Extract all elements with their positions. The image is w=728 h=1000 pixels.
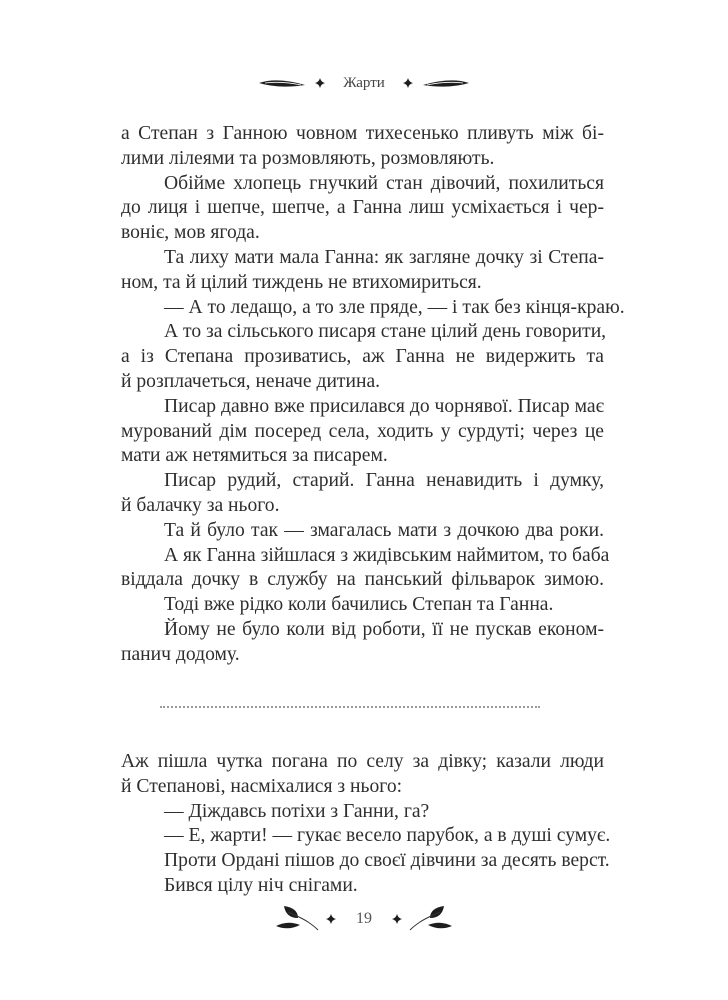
text-line: Писар рудий, старий. Ганна ненавидить і думку, bbox=[164, 470, 604, 492]
body-text bbox=[121, 122, 625, 668]
text-line: й розплачеться, неначе дитина. bbox=[121, 370, 381, 392]
text-line: Та лиху мати мала Ганна: як загляне дочку зі Степа- bbox=[164, 246, 604, 268]
text-line: а із Степана прозиватись, аж Ганна не видержить та bbox=[121, 346, 604, 368]
text-line: ном, та й цілий тиждень не втихомириться. bbox=[121, 271, 482, 293]
diamond-right-icon bbox=[392, 914, 402, 924]
text-line: Тоді вже рідко коли бачились Степан та Ганна. bbox=[164, 594, 554, 616]
text-line: Йому не було коли від роботи, її не пускав економ- bbox=[164, 618, 604, 640]
body-text-section-2 bbox=[121, 750, 611, 899]
diamond-left-icon bbox=[315, 78, 325, 88]
leaves-left-icon bbox=[274, 904, 320, 934]
running-title: Жарти bbox=[343, 74, 385, 91]
section-separator bbox=[160, 706, 540, 708]
text-line: А як Ганна зійшлася з жидівським наймитом, то баба bbox=[164, 544, 610, 566]
feather-left-icon bbox=[257, 76, 307, 90]
page-footer bbox=[0, 902, 728, 936]
text-line: до лиця і шепче, шепче, а Ганна лиш усміхається і чер- bbox=[121, 197, 604, 219]
diamond-left-icon bbox=[326, 914, 336, 924]
running-head bbox=[0, 70, 728, 96]
text-line: воніє, мов ягода. bbox=[121, 222, 260, 244]
diamond-right-icon bbox=[403, 78, 413, 88]
feather-right-icon bbox=[421, 76, 471, 90]
text-line: лими лілеями та розмовляють, розмовляють. bbox=[121, 147, 495, 169]
text-line: й Степанові, насміхалися з нього: bbox=[121, 775, 403, 797]
text-line: — А то ледащо, а то зле пряде, — і так без кінця-краю. bbox=[164, 296, 625, 318]
text-line: Аж пішла чутка погана по селу за дівку; казали люди bbox=[121, 751, 604, 772]
text-line: а Степан з Ганною човном тихесенько пливуть між бі- bbox=[121, 123, 604, 144]
text-line: — Е, жарти! — гукає весело парубок, а в душі сумує. bbox=[164, 825, 611, 847]
text-line: Писар давно вже присилався до чорнявої. Писар має bbox=[164, 395, 604, 417]
text-line: мурований дім посеред села, ходить у сурдуті; через це bbox=[121, 420, 604, 442]
text-line: Проти Ордані пішов до своєї дівчини за десять верст. bbox=[164, 850, 610, 872]
text-line: віддала дочку в службу на панський фільварок зимою. bbox=[121, 569, 604, 591]
text-line: панич додому. bbox=[121, 643, 240, 665]
text-line: Обійме хлопець гнучкий стан дівочий, похилиться bbox=[164, 172, 604, 194]
page-number: 19 bbox=[356, 910, 372, 927]
text-line: А то за сільського писаря стане цілий день говорити, bbox=[164, 321, 607, 343]
text-line: — Діждавсь потіхи з Ганни, га? bbox=[164, 800, 430, 822]
text-line: Та й було так — змагалась мати з дочкою два роки. bbox=[164, 519, 604, 541]
leaves-right-icon bbox=[408, 904, 454, 934]
text-line: мати аж нетямиться за писарем. bbox=[121, 445, 388, 467]
text-line: й балачку за нього. bbox=[121, 494, 280, 516]
text-line: Бився цілу ніч снігами. bbox=[164, 874, 358, 896]
